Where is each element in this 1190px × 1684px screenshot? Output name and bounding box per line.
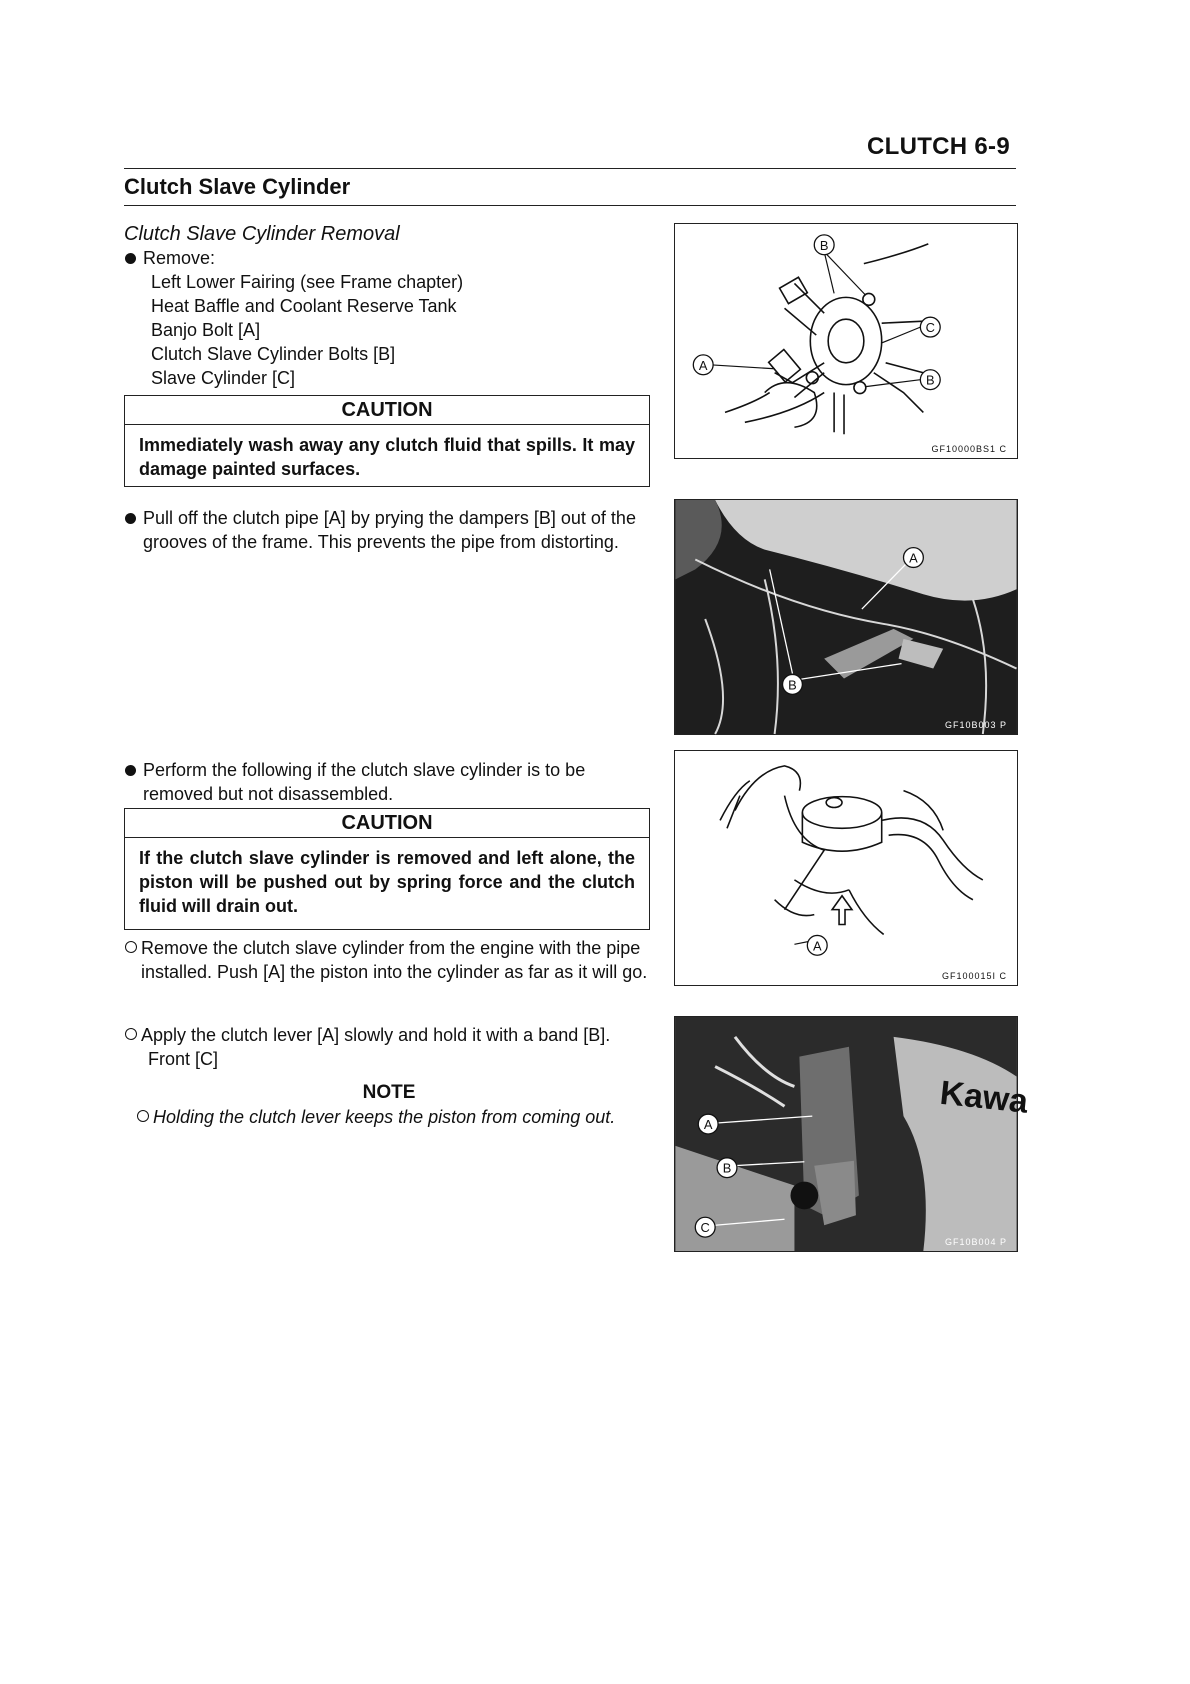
photo-drawing xyxy=(675,1017,1030,1251)
sub-bullet-icon xyxy=(125,1028,137,1040)
note-text: Holding the clutch lever keeps the piston from coming out. xyxy=(153,1107,616,1127)
callout-label: C xyxy=(700,1220,710,1236)
removal-block xyxy=(124,222,654,390)
caution-heading: CAUTION xyxy=(125,809,649,838)
remove-label: Remove: xyxy=(143,248,216,268)
figure-clutch-pipe-photo xyxy=(674,499,1018,735)
list-item: Clutch Slave Cylinder Bolts [B] xyxy=(151,344,396,364)
diagram-drawing xyxy=(675,224,1017,458)
page-header-title: CLUTCH 6-9 xyxy=(866,133,1010,160)
callout-label: B xyxy=(925,372,935,388)
figure-code: GF100015I C xyxy=(941,971,1007,981)
bullet-icon xyxy=(125,513,136,524)
bullet-icon xyxy=(125,253,136,264)
removal-title: Clutch Slave Cylinder Removal xyxy=(124,223,400,245)
pull-step xyxy=(124,506,654,554)
figure-push-piston-diagram xyxy=(674,750,1018,986)
remove-step xyxy=(124,246,654,270)
perform-step-text: Perform the following if the clutch slave cylinder is to be removed but not disassembled. xyxy=(143,760,586,804)
figure-code: GF10B003 P xyxy=(944,720,1007,730)
callout-label: A xyxy=(909,550,918,566)
sub-step-apply xyxy=(124,1023,654,1129)
figure-slave-cylinder-diagram xyxy=(674,223,1018,459)
caution-box-2 xyxy=(124,808,650,930)
caution-text: Immediately wash away any clutch fluid that spills. It may damage painted surfaces. xyxy=(139,435,635,479)
remove-list xyxy=(124,270,654,390)
note-heading: NOTE xyxy=(362,1082,416,1103)
figure-code: GF10000BS1 C xyxy=(931,444,1007,454)
figure-clutch-lever-photo xyxy=(674,1016,1030,1252)
callout-label: A xyxy=(812,938,822,954)
sub-bullet-icon xyxy=(137,1110,149,1122)
caution-heading: CAUTION xyxy=(125,396,649,425)
sub-step-text: Apply the clutch lever [A] slowly and hold it with a band [B]. xyxy=(141,1025,611,1045)
perform-step xyxy=(124,758,654,806)
caution-box-1 xyxy=(124,395,650,487)
figure-code: GF10B004 P xyxy=(944,1237,1007,1247)
diagram-drawing xyxy=(675,751,1017,985)
list-item: Left Lower Fairing (see Frame chapter) xyxy=(151,272,464,292)
brand-text: Kawa xyxy=(938,1073,1030,1121)
section-rule xyxy=(124,205,1016,206)
list-item: Banjo Bolt [A] xyxy=(151,320,261,340)
callout-label: B xyxy=(788,677,797,693)
callout-label: A xyxy=(698,357,708,373)
callout-label: B xyxy=(722,1160,732,1176)
photo-drawing xyxy=(675,500,1017,734)
pull-step-text: Pull off the clutch pipe [A] by prying the dampers [B] out of the grooves of the frame. This prevents the pipe from distorting. xyxy=(143,508,636,552)
callout-label: C xyxy=(925,320,935,336)
caution-text: If the clutch slave cylinder is removed and left alone, the piston will be pushed out by spring force and the clutch fluid will drain out. xyxy=(139,848,635,916)
list-item: Slave Cylinder [C] xyxy=(151,368,296,388)
front-label: Front [C] xyxy=(148,1049,219,1069)
section-title: Clutch Slave Cylinder xyxy=(124,174,351,199)
callout-label: B xyxy=(819,237,829,253)
header-rule xyxy=(124,168,1016,169)
sub-step-text: Remove the clutch slave cylinder from the engine with the pipe installed. Push [A] the piston into the cylinder as far as it will go. xyxy=(141,938,648,982)
callout-label: A xyxy=(703,1117,713,1133)
sub-bullet-icon xyxy=(125,941,137,953)
sub-step-remove xyxy=(124,936,654,984)
bullet-icon xyxy=(125,765,136,776)
list-item: Heat Baffle and Coolant Reserve Tank xyxy=(151,296,457,316)
